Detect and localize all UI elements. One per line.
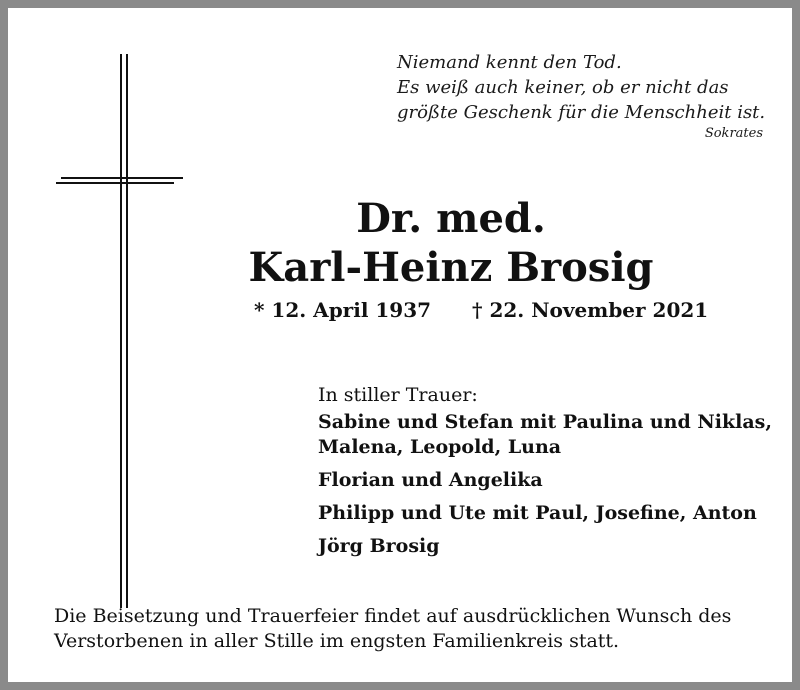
title-line: Dr. med. [356, 195, 546, 242]
name-line: Karl-Heinz Brosig [248, 244, 654, 291]
footer-line: Die Beisetzung und Trauerfeier findet auf ausdrücklichen Wunsch des [54, 605, 732, 627]
notice-content [16, 16, 784, 674]
mourners-list [318, 410, 788, 559]
mourner-line: Florian und Angelika [318, 469, 543, 491]
footer-line: Verstorbenen in aller Stille im engsten Familienkreis statt. [54, 630, 620, 652]
life-dates [254, 298, 708, 322]
mourner-line: Sabine und Stefan mit Paulina und Niklas, [318, 411, 772, 433]
deceased-name [216, 194, 686, 292]
quote-line: Niemand kennt den Tod. [397, 52, 622, 73]
cross-horizontal-bar [61, 177, 183, 179]
quote [397, 50, 777, 125]
quote-line: Es weiß auch keiner, ob er nicht das [397, 77, 729, 98]
mourner-line: Malena, Leopold, Luna [318, 436, 562, 458]
cross-vertical-bar [120, 54, 122, 608]
cross-horizontal-bar [56, 182, 174, 184]
death-date: † 22. November 2021 [472, 298, 709, 322]
cross-vertical-bar [126, 54, 128, 608]
mourner-line: Jörg Brosig [318, 535, 440, 557]
birth-date: * 12. April 1937 [254, 298, 432, 322]
mourner-group [318, 468, 788, 493]
quote-line: größte Geschenk für die Menschheit ist. [397, 102, 766, 123]
mourner-group [318, 410, 788, 460]
mourner-line: Philipp und Ute mit Paul, Josefine, Anton [318, 502, 757, 524]
funeral-notice-text [54, 604, 784, 654]
mourner-group [318, 534, 788, 559]
quote-author: Sokrates [704, 126, 763, 141]
mourning-intro: In stiller Trauer: [318, 384, 478, 406]
mourners-section [318, 380, 788, 567]
mourner-group [318, 501, 788, 526]
